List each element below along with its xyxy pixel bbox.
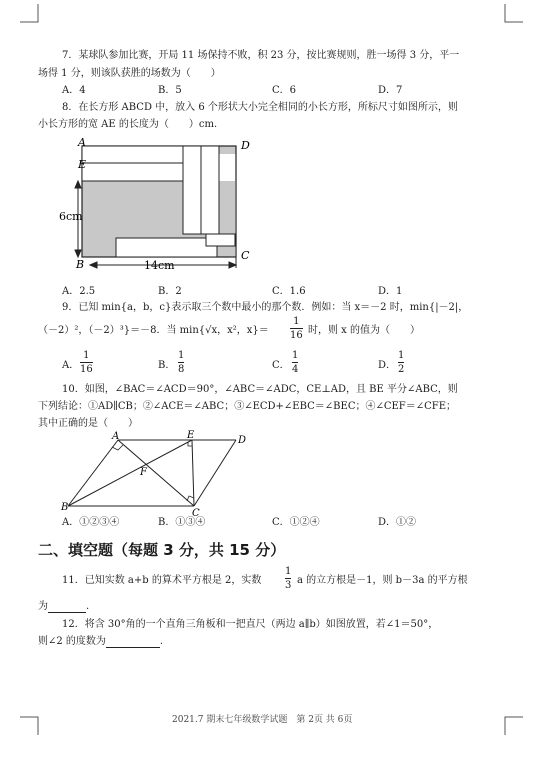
q9-option-a-letter: A． bbox=[62, 360, 80, 371]
q10-stem-line3: 其中正确的是（ ） bbox=[38, 418, 138, 429]
q8-small-rect-1 bbox=[82, 163, 183, 181]
q7-stem-line1: 7．某球队参加比赛，开局 11 场保持不败，积 23 分，按比赛规则，胜一场得 3 分，平一 bbox=[62, 50, 460, 61]
q9-option-a-num: 1 bbox=[83, 350, 90, 361]
page-footer: 2021.7 期末七年级数学试题 第 2页 共 6页 bbox=[172, 715, 353, 725]
q9-stem-line2b: 时，则 x 的值为（ ） bbox=[308, 325, 420, 336]
q9-option-b-den: 8 bbox=[178, 364, 185, 375]
q10-label-a: A bbox=[112, 431, 120, 442]
q12-line2-end: . bbox=[159, 636, 164, 647]
q9-stem-frac-num: 1 bbox=[293, 316, 300, 327]
q9-option-c-den: 4 bbox=[292, 364, 299, 375]
q8-rectangle-figure bbox=[56, 134, 266, 278]
q10-label-b: B bbox=[61, 502, 69, 513]
q11-stem-line1b: a 的立方根是－1，则 b－3a 的平方根 bbox=[297, 575, 468, 586]
q9-option-b-letter: B． bbox=[158, 360, 176, 371]
q10-parallelogram-figure bbox=[56, 428, 256, 516]
q7-option-a: A．4 bbox=[62, 85, 86, 96]
q11-answer-blank[interactable] bbox=[48, 601, 86, 613]
q9-option-c-num: 1 bbox=[292, 350, 299, 361]
q10-stem-line1: 10．如图，∠BAC＝∠ACD＝90°，∠ABC＝∠ADC，CE⊥AD，且 BE 平分∠ABC，则 bbox=[62, 384, 458, 395]
q8-option-c: C．1.6 bbox=[272, 286, 306, 297]
q8-option-d: D．1 bbox=[378, 286, 403, 297]
q8-width-label: 14cm bbox=[144, 259, 175, 272]
q11-line2-end: . bbox=[86, 601, 90, 612]
q12-stem-line1: 12．将含 30°角的一个直角三角板和一把直尺（两边 a∥b）如图放置，若∠1＝50°， bbox=[62, 619, 439, 630]
q8-label-c: C bbox=[241, 249, 250, 262]
q12-answer-blank[interactable] bbox=[106, 636, 160, 648]
q8-label-d: D bbox=[241, 139, 250, 152]
q11-fraction bbox=[285, 566, 291, 591]
q11-line2-text: 为 bbox=[38, 601, 48, 612]
q10-option-a: A．①②③④ bbox=[62, 517, 120, 528]
q8-stem-line1: 8．在长方形 ABCD 中，放入 6 个形状大小完全相同的小长方形，所标尺寸如图所示，则 bbox=[62, 102, 458, 113]
q9-option-c-fraction bbox=[292, 350, 298, 375]
q11-frac-num: 1 bbox=[285, 566, 292, 577]
q8-small-rect-2 bbox=[82, 146, 183, 163]
q9-option-a-fraction bbox=[80, 350, 93, 375]
q8-small-rect-5 bbox=[116, 238, 217, 257]
q10-option-b: B．①③④ bbox=[158, 517, 206, 528]
q10-label-f: F bbox=[140, 467, 147, 478]
q10-label-c: C bbox=[192, 508, 200, 516]
q9-option-d-letter: D． bbox=[378, 360, 397, 371]
q8-small-rect-4 bbox=[201, 146, 219, 234]
q9-stem-frac-den: 16 bbox=[290, 330, 303, 341]
q10-option-d: D．①② bbox=[378, 517, 417, 528]
q9-stem-line2a: （－2）²，（－2）³}＝－8．当 min{√x，x²，x}＝ bbox=[38, 325, 269, 336]
section-2-title: 二、填空题（每题 3 分，共 15 分） bbox=[38, 541, 286, 559]
q8-label-e: E bbox=[78, 158, 87, 171]
q8-option-a: A．2.5 bbox=[62, 286, 96, 297]
q7-stem-line2: 场得 1 分，则该队获胜的场数为（ ） bbox=[38, 68, 221, 79]
q9-option-d-num: 1 bbox=[398, 350, 405, 361]
q9-stem-line1: 9．已知 min{a，b，c}表示取三个数中最小的那个数．例如：当 x＝－2 时，min{|－2|， bbox=[62, 302, 469, 313]
q9-option-d-fraction bbox=[398, 350, 404, 375]
q8-stem-line2: 小长方形的宽 AE 的长度为（ ）cm. bbox=[38, 119, 218, 130]
q9-option-c-letter: C． bbox=[272, 360, 290, 371]
q8-option-b: B．2 bbox=[158, 286, 182, 297]
q7-option-b: B．5 bbox=[158, 85, 182, 96]
q11-stem-line1a: 11．已知实数 a+b 的算术平方根是 2，实数 bbox=[62, 575, 262, 586]
q8-height-label: 6cm bbox=[59, 210, 83, 223]
q9-stem-fraction bbox=[290, 316, 303, 341]
q9-option-b-fraction bbox=[178, 350, 184, 375]
q11-frac-den: 3 bbox=[285, 580, 292, 591]
q7-option-d: D．7 bbox=[378, 85, 403, 96]
q9-option-d-den: 2 bbox=[398, 364, 405, 375]
q8-small-rect-6 bbox=[206, 234, 235, 246]
q9-option-b-num: 1 bbox=[178, 350, 185, 361]
q10-stem-line2: 下列结论：①AD∥CB；②∠ACE＝∠ABC；③∠ECD+∠EBC＝∠BEC；④∠CEF＝∠CFE； bbox=[38, 401, 457, 412]
q8-shaded-corner bbox=[219, 146, 236, 154]
q8-small-rect-3 bbox=[183, 146, 201, 234]
q7-option-c: C．6 bbox=[272, 85, 297, 96]
q10-option-c: C．①②④ bbox=[272, 517, 320, 528]
q12-line2-text: 则∠2 的度数为 bbox=[38, 636, 106, 647]
q8-label-a: A bbox=[78, 136, 86, 149]
q10-label-e: E bbox=[187, 430, 195, 441]
q12-stem-line2 bbox=[38, 635, 163, 648]
q9-option-a-den: 16 bbox=[80, 364, 93, 375]
q11-stem-line2 bbox=[38, 600, 89, 613]
q10-label-d: D bbox=[238, 435, 247, 446]
q8-label-b: B bbox=[76, 258, 85, 271]
